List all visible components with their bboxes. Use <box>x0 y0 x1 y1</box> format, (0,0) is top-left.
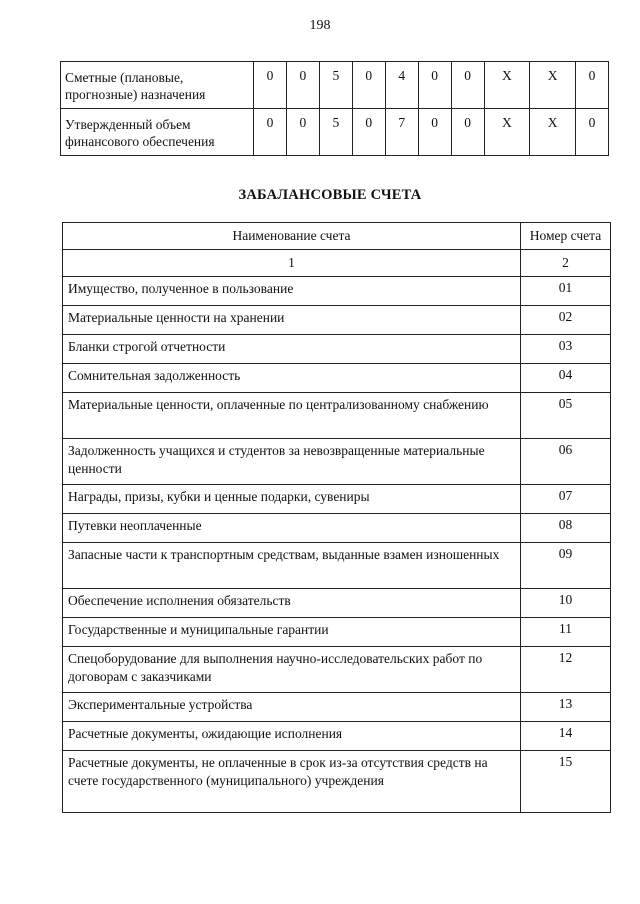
account-row <box>63 751 611 813</box>
budget-value-cell: 0 <box>575 62 608 109</box>
budget-value-cell: 0 <box>418 62 451 109</box>
account-row <box>63 306 611 335</box>
account-number: 05 <box>521 393 611 439</box>
account-row <box>63 589 611 618</box>
account-row <box>63 647 611 693</box>
account-name: Экспериментальные устройства <box>63 693 521 722</box>
budget-value-cell: 0 <box>451 109 484 156</box>
account-number: 09 <box>521 543 611 589</box>
account-name: Бланки строгой отчетности <box>63 335 521 364</box>
account-row <box>63 364 611 393</box>
budget-value-cell: 7 <box>385 109 418 156</box>
account-number: 01 <box>521 277 611 306</box>
column-index-1: 1 <box>63 250 521 277</box>
account-number: 11 <box>521 618 611 647</box>
budget-value-cell: 0 <box>254 62 287 109</box>
account-number: 10 <box>521 589 611 618</box>
account-number: 14 <box>521 722 611 751</box>
budget-value-cell: X <box>530 109 576 156</box>
account-number: 15 <box>521 751 611 813</box>
budget-value-cell: 0 <box>286 109 319 156</box>
account-name: Награды, призы, кубки и ценные подарки, сувениры <box>63 485 521 514</box>
budget-value-cell: 0 <box>352 109 385 156</box>
account-row <box>63 439 611 485</box>
account-number: 07 <box>521 485 611 514</box>
budget-value-cell: 4 <box>385 62 418 109</box>
table-header-row <box>63 223 611 250</box>
account-name: Сомнительная задолженность <box>63 364 521 393</box>
account-name: Расчетные документы, ожидающие исполнения <box>63 722 521 751</box>
budget-value-cell: X <box>484 62 530 109</box>
budget-row <box>61 109 609 156</box>
account-name: Запасные части к транспортным средствам, выданные взамен изношенных <box>63 543 521 589</box>
account-row <box>63 393 611 439</box>
budget-value-cell: 0 <box>352 62 385 109</box>
account-name: Имущество, полученное в пользование <box>63 277 521 306</box>
page-number: 198 <box>309 18 331 33</box>
budget-value-cell: 5 <box>319 109 352 156</box>
account-name: Материальные ценности на хранении <box>63 306 521 335</box>
account-name: Государственные и муниципальные гарантии <box>63 618 521 647</box>
budget-row-label: Утвержденный объем финансового обеспечения <box>61 109 254 156</box>
account-row <box>63 335 611 364</box>
account-number: 02 <box>521 306 611 335</box>
account-name: Задолженность учащихся и студентов за невозвращенные материальные ценности <box>63 439 521 485</box>
budget-value-cell: 0 <box>286 62 319 109</box>
account-row <box>63 485 611 514</box>
account-row <box>63 722 611 751</box>
account-row <box>63 514 611 543</box>
budget-value-cell: 0 <box>254 109 287 156</box>
account-name: Спецоборудование для выполнения научно-исследовательских работ по договорам с заказчиками <box>63 647 521 693</box>
budget-row <box>61 62 609 109</box>
header-account-number: Номер счета <box>521 223 611 250</box>
budget-value-cell: 0 <box>575 109 608 156</box>
budget-table <box>60 61 609 156</box>
header-account-name: Наименование счета <box>63 223 521 250</box>
budget-row-label: Сметные (плановые, прогнозные) назначения <box>61 62 254 109</box>
account-row <box>63 543 611 589</box>
off-balance-accounts-table <box>62 222 611 813</box>
budget-value-cell: 0 <box>418 109 451 156</box>
section-title: ЗАБАЛАНСОВЫЕ СЧЕТА <box>238 187 422 203</box>
budget-value-cell: X <box>530 62 576 109</box>
account-number: 13 <box>521 693 611 722</box>
account-row <box>63 277 611 306</box>
budget-value-cell: 0 <box>451 62 484 109</box>
account-name: Обеспечение исполнения обязательств <box>63 589 521 618</box>
account-row <box>63 618 611 647</box>
budget-value-cell: X <box>484 109 530 156</box>
account-name: Расчетные документы, не оплаченные в срок из-за отсутствия средств на счете государственного (муниципального) учреждения <box>63 751 521 813</box>
account-number: 12 <box>521 647 611 693</box>
column-index-row <box>63 250 611 277</box>
account-number: 06 <box>521 439 611 485</box>
account-name: Путевки неоплаченные <box>63 514 521 543</box>
budget-value-cell: 5 <box>319 62 352 109</box>
account-number: 04 <box>521 364 611 393</box>
account-row <box>63 693 611 722</box>
account-number: 03 <box>521 335 611 364</box>
account-name: Материальные ценности, оплаченные по централизованному снабжению <box>63 393 521 439</box>
column-index-2: 2 <box>521 250 611 277</box>
account-number: 08 <box>521 514 611 543</box>
